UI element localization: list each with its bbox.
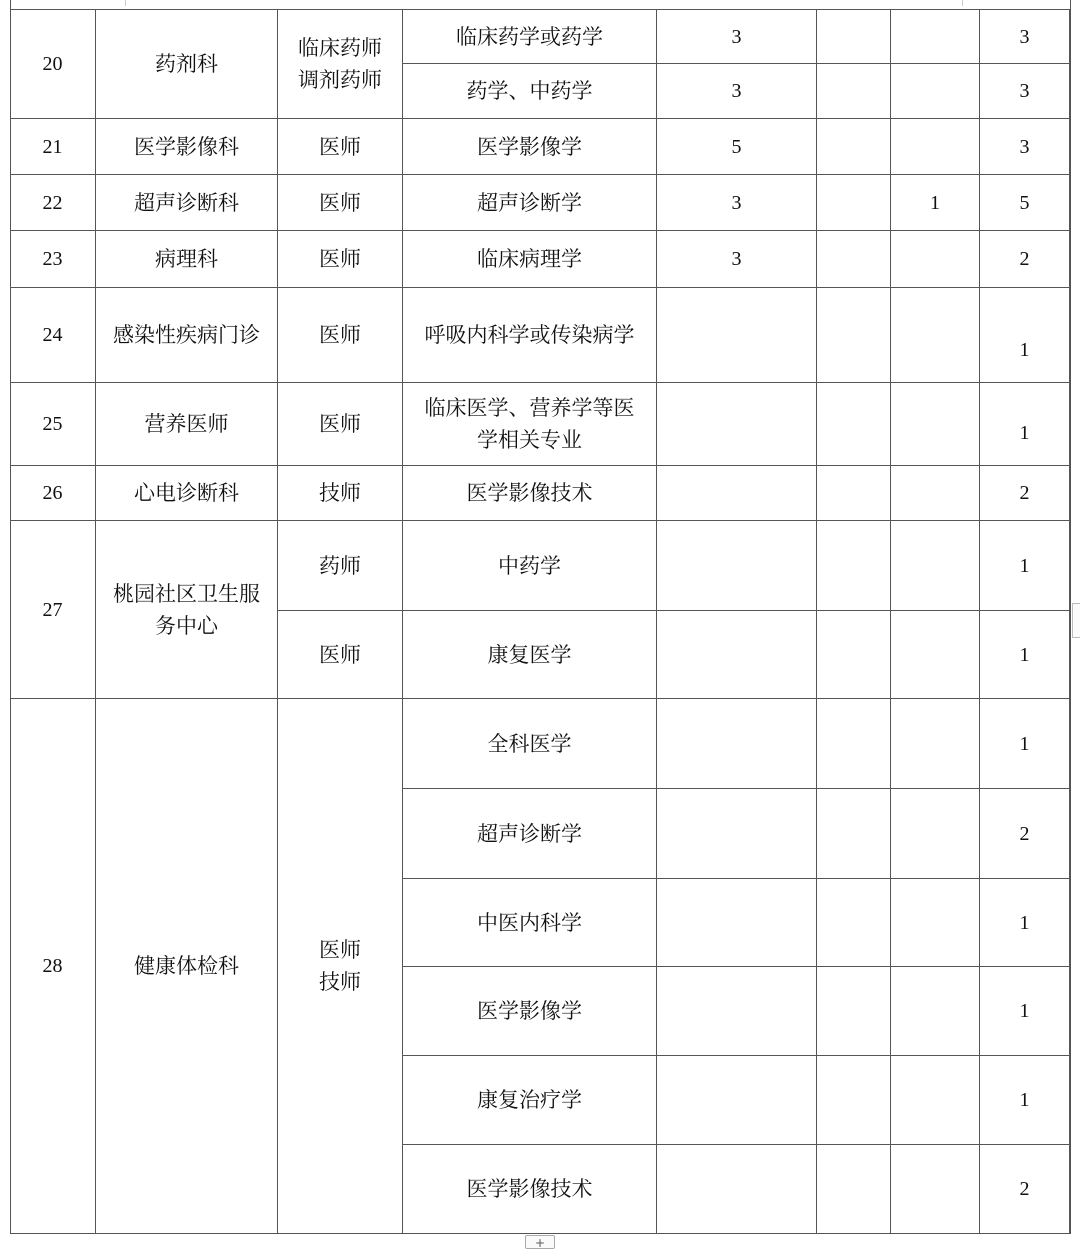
count-cell-text: 2 <box>1019 822 1030 845</box>
department-cell[interactable] <box>96 231 278 288</box>
department-cell-text: 桃园社区卫生服 务中心 <box>113 581 260 638</box>
department-cell-text: 心电诊断科 <box>134 481 239 505</box>
count-cell[interactable] <box>657 119 817 175</box>
major-cell[interactable] <box>403 466 657 521</box>
count-cell[interactable] <box>657 64 817 119</box>
ruler-tick <box>125 0 126 6</box>
count-cell[interactable] <box>657 1145 817 1234</box>
count-cell-text: 1 <box>1019 339 1030 361</box>
department-cell[interactable] <box>96 383 278 466</box>
count-cell[interactable] <box>817 10 891 64</box>
row-number-cell-text: 23 <box>42 248 63 270</box>
count-cell[interactable] <box>980 879 1070 967</box>
count-cell[interactable] <box>657 175 817 231</box>
major-cell-text: 全科医学 <box>487 731 572 756</box>
department-cell-text: 营养医师 <box>144 412 229 436</box>
department-cell-text: 感染性疾病门诊 <box>113 323 260 347</box>
row-number-cell[interactable] <box>10 521 96 699</box>
count-cell[interactable] <box>891 879 980 967</box>
row-number-cell-text: 21 <box>42 135 63 158</box>
major-cell-text: 医学影像学 <box>477 999 582 1023</box>
department-cell-text: 病理科 <box>155 247 218 271</box>
row-number-cell[interactable] <box>10 699 96 1234</box>
row-number-cell[interactable] <box>10 231 96 288</box>
row-number-cell-text: 27 <box>42 598 63 621</box>
count-cell-text: 1 <box>1019 732 1030 755</box>
count-cell[interactable] <box>980 611 1070 699</box>
row-number-cell-text: 24 <box>42 324 63 346</box>
position-cell[interactable] <box>278 521 403 611</box>
department-cell[interactable] <box>96 521 278 699</box>
count-cell[interactable] <box>817 119 891 175</box>
count-cell-text: 1 <box>1019 1089 1030 1111</box>
position-cell[interactable] <box>278 175 403 231</box>
row-number-cell-text: 20 <box>42 53 63 75</box>
row-number-cell-text: 22 <box>42 191 63 214</box>
count-cell[interactable] <box>980 383 1070 466</box>
count-cell-text: 5 <box>1019 191 1030 214</box>
major-cell-text: 康复医学 <box>487 642 572 667</box>
department-cell[interactable] <box>96 699 278 1234</box>
count-cell[interactable] <box>657 611 817 699</box>
count-cell-text: 2 <box>1019 248 1030 270</box>
count-cell[interactable] <box>657 383 817 466</box>
major-cell[interactable] <box>403 521 657 611</box>
position-cell[interactable] <box>278 383 403 466</box>
major-cell-text: 康复治疗学 <box>477 1088 582 1112</box>
position-cell-text: 医师 <box>319 247 361 271</box>
count-cell[interactable] <box>891 466 980 521</box>
count-cell[interactable] <box>817 1056 891 1145</box>
count-cell[interactable] <box>891 611 980 699</box>
major-cell-text: 临床病理学 <box>477 247 582 271</box>
count-cell[interactable] <box>817 64 891 119</box>
row-number-cell-text: 28 <box>42 955 63 977</box>
count-cell[interactable] <box>891 789 980 879</box>
row-number-cell-text: 25 <box>42 413 63 435</box>
count-cell[interactable] <box>891 383 980 466</box>
position-cell-text: 医师 <box>319 412 361 436</box>
count-cell-text: 1 <box>1019 643 1030 666</box>
count-cell[interactable] <box>657 231 817 288</box>
count-cell-text: 3 <box>731 248 742 270</box>
major-cell[interactable] <box>403 611 657 699</box>
major-cell[interactable] <box>403 699 657 789</box>
row-number-cell[interactable] <box>10 10 96 119</box>
count-cell[interactable] <box>817 1145 891 1234</box>
major-cell-text: 中医内科学 <box>477 910 582 935</box>
major-cell[interactable] <box>403 383 657 466</box>
count-cell[interactable] <box>891 521 980 611</box>
count-cell-text: 3 <box>731 80 742 102</box>
count-cell-text: 3 <box>731 191 742 214</box>
major-cell[interactable] <box>403 288 657 383</box>
count-cell[interactable] <box>817 383 891 466</box>
count-cell-text: 3 <box>1019 135 1030 158</box>
department-cell[interactable] <box>96 10 278 119</box>
count-cell[interactable] <box>657 466 817 521</box>
department-cell[interactable] <box>96 466 278 521</box>
count-cell[interactable] <box>891 699 980 789</box>
position-cell[interactable] <box>278 611 403 699</box>
count-cell[interactable] <box>980 119 1070 175</box>
count-cell[interactable] <box>980 64 1070 119</box>
department-cell-text: 健康体检科 <box>134 954 239 978</box>
position-cell-text: 医师 <box>319 190 361 215</box>
count-cell[interactable] <box>891 288 980 383</box>
position-cell-text: 医师 <box>319 642 361 667</box>
row-number-cell[interactable] <box>10 119 96 175</box>
count-cell[interactable] <box>891 119 980 175</box>
count-cell[interactable] <box>817 879 891 967</box>
count-cell[interactable] <box>980 789 1070 879</box>
count-cell[interactable] <box>891 1145 980 1234</box>
position-cell-text: 技师 <box>319 481 361 505</box>
count-cell[interactable] <box>891 231 980 288</box>
department-cell-text: 药剂科 <box>155 52 218 76</box>
major-cell-text: 中药学 <box>498 553 561 578</box>
count-cell[interactable] <box>817 288 891 383</box>
position-cell-text: 临床药师 调剂药师 <box>298 36 382 92</box>
count-cell[interactable] <box>657 288 817 383</box>
count-cell[interactable] <box>891 175 980 231</box>
table-right-border <box>1070 0 1071 1234</box>
count-cell-text: 5 <box>731 135 742 158</box>
major-cell[interactable] <box>403 175 657 231</box>
major-cell-text: 超声诊断学 <box>477 190 582 215</box>
position-cell[interactable] <box>278 288 403 383</box>
major-cell-text: 呼吸内科学或传染病学 <box>424 323 635 347</box>
row-number-cell[interactable] <box>10 383 96 466</box>
count-cell[interactable] <box>657 967 817 1056</box>
major-cell[interactable] <box>403 789 657 879</box>
major-cell-text: 药学、中药学 <box>466 79 593 103</box>
major-cell[interactable] <box>403 10 657 64</box>
count-cell[interactable] <box>657 521 817 611</box>
major-cell-text: 超声诊断学 <box>477 821 582 846</box>
count-cell[interactable] <box>817 521 891 611</box>
count-cell[interactable] <box>657 10 817 64</box>
department-cell[interactable] <box>96 175 278 231</box>
count-cell[interactable] <box>657 879 817 967</box>
count-cell[interactable] <box>891 1056 980 1145</box>
count-cell-text: 1 <box>1019 911 1030 934</box>
count-cell[interactable] <box>891 10 980 64</box>
major-cell-text: 医学影像技术 <box>466 1177 593 1201</box>
count-cell[interactable] <box>980 175 1070 231</box>
position-cell-text: 医师 <box>319 323 361 347</box>
count-cell-text: 1 <box>1019 422 1030 444</box>
major-cell[interactable] <box>403 1056 657 1145</box>
department-cell-text: 医学影像科 <box>134 134 239 159</box>
department-cell[interactable] <box>96 119 278 175</box>
row-number-cell[interactable] <box>10 466 96 521</box>
count-cell[interactable] <box>817 466 891 521</box>
count-cell[interactable] <box>817 967 891 1056</box>
count-cell[interactable] <box>817 699 891 789</box>
count-cell[interactable] <box>980 466 1070 521</box>
position-cell[interactable] <box>278 119 403 175</box>
major-cell[interactable] <box>403 1145 657 1234</box>
count-cell[interactable] <box>980 967 1070 1056</box>
count-cell[interactable] <box>657 1056 817 1145</box>
major-cell[interactable] <box>403 64 657 119</box>
count-cell-text: 2 <box>1019 1178 1030 1200</box>
count-cell-text: 1 <box>1019 1000 1030 1022</box>
major-cell[interactable] <box>403 879 657 967</box>
major-cell[interactable] <box>403 967 657 1056</box>
add-row-button[interactable]: + <box>525 1235 555 1249</box>
department-cell[interactable] <box>96 288 278 383</box>
count-cell[interactable] <box>980 10 1070 64</box>
row-number-cell[interactable] <box>10 175 96 231</box>
count-cell[interactable] <box>891 64 980 119</box>
count-cell[interactable] <box>817 175 891 231</box>
count-cell-text: 1 <box>930 191 940 214</box>
major-cell-text: 临床药学或药学 <box>456 24 603 49</box>
major-cell-text: 医学影像技术 <box>466 481 593 505</box>
count-cell-text: 3 <box>1019 25 1030 48</box>
count-cell[interactable] <box>817 611 891 699</box>
position-cell[interactable] <box>278 699 403 1234</box>
count-cell[interactable] <box>817 789 891 879</box>
count-cell[interactable] <box>980 1056 1070 1145</box>
count-cell[interactable] <box>891 967 980 1056</box>
major-cell-text: 临床医学、营养学等医 学相关专业 <box>424 396 635 452</box>
position-cell[interactable] <box>278 231 403 288</box>
count-cell[interactable] <box>817 231 891 288</box>
count-cell[interactable] <box>980 699 1070 789</box>
count-cell[interactable] <box>980 1145 1070 1234</box>
major-cell-text: 医学影像学 <box>477 134 582 159</box>
position-cell[interactable] <box>278 466 403 521</box>
count-cell-text: 2 <box>1019 482 1030 504</box>
count-cell-text: 1 <box>1019 554 1030 577</box>
position-cell-text: 药师 <box>319 553 361 578</box>
count-cell[interactable] <box>980 288 1070 383</box>
count-cell-text: 3 <box>731 25 742 48</box>
row-resize-handle[interactable] <box>1072 603 1080 638</box>
count-cell-text: 3 <box>1019 80 1030 102</box>
major-cell[interactable] <box>403 231 657 288</box>
position-cell[interactable] <box>278 10 403 119</box>
row-number-cell[interactable] <box>10 288 96 383</box>
position-cell-text: 医师 <box>319 134 361 159</box>
position-cell-text: 医师 技师 <box>319 938 361 994</box>
count-cell[interactable] <box>980 231 1070 288</box>
major-cell[interactable] <box>403 119 657 175</box>
count-cell[interactable] <box>657 699 817 789</box>
department-cell-text: 超声诊断科 <box>134 190 239 215</box>
count-cell[interactable] <box>657 789 817 879</box>
ruler-tick <box>962 0 963 6</box>
count-cell[interactable] <box>980 521 1070 611</box>
row-number-cell-text: 26 <box>42 482 63 504</box>
